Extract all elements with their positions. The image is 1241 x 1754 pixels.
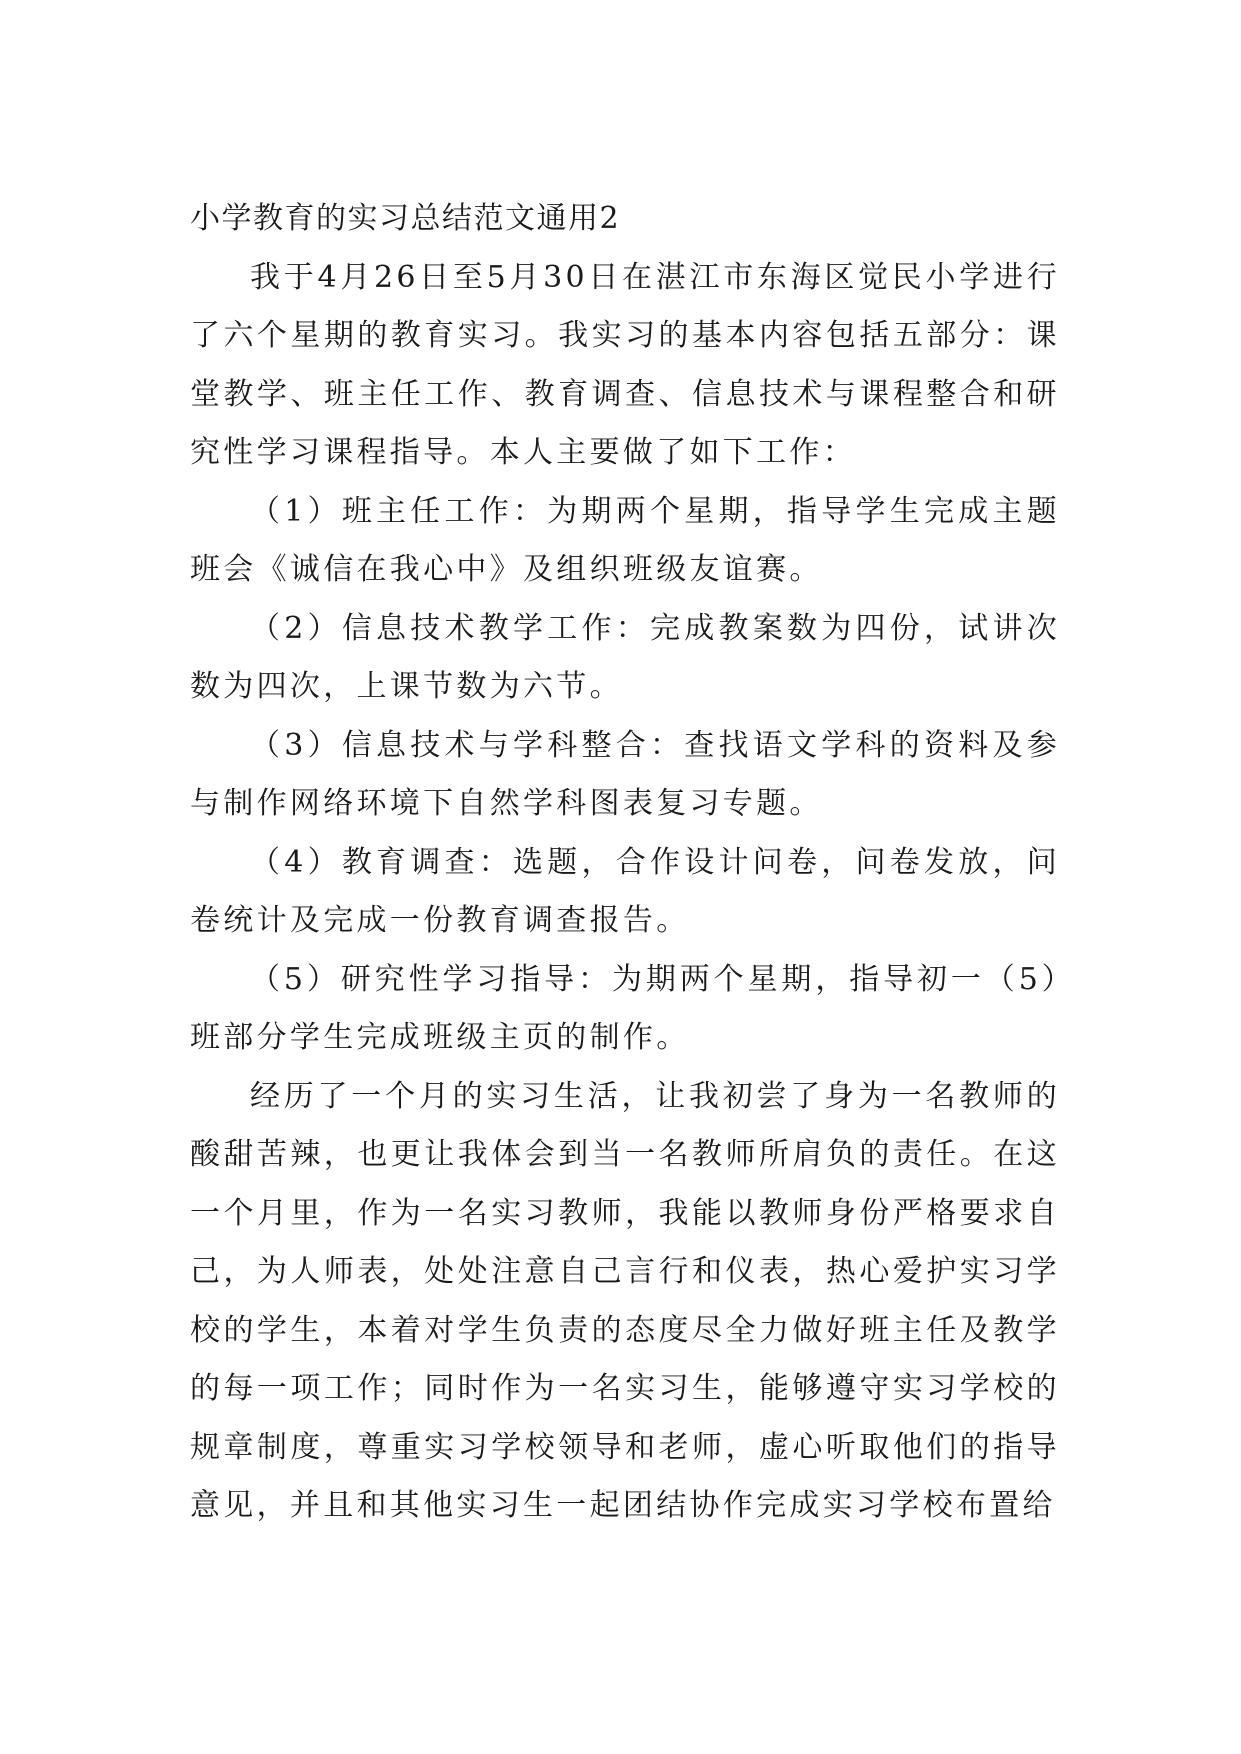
paragraph-item-1: （1）班主任工作：为期两个星期，指导学生完成主题班会《诚信在我心中》及组织班级友谊赛。 bbox=[190, 493, 1060, 587]
paragraph-item-5: （5）研究性学习指导：为期两个星期，指导初一（5）班部分学生完成班级主页的制作。 bbox=[190, 961, 1060, 1055]
document-title: 小学教育的实习总结范文通用2 bbox=[190, 201, 621, 236]
paragraph-intro: 我于4月26日至5月30日在湛江市东海区觉民小学进行了六个星期的教育实习。我实习的基本内容包括五部分：课堂教学、班主任工作、教育调查、信息技术与课程整合和研究性学习课程指导。本人主要做了如下工作： bbox=[190, 259, 1060, 470]
document-body bbox=[190, 190, 1060, 1536]
paragraph-item-4: （4）教育调查：选题，合作设计问卷，问卷发放，问卷统计及完成一份教育调查报告。 bbox=[190, 844, 1060, 938]
paragraph-item-2: （2）信息技术教学工作：完成教案数为四份，试讲次数为四次，上课节数为六节。 bbox=[190, 610, 1060, 704]
paragraph-item-3: （3）信息技术与学科整合：查找语文学科的资料及参与制作网络环境下自然学科图表复习专题。 bbox=[190, 727, 1060, 821]
paragraph-reflection: 经历了一个月的实习生活，让我初尝了身为一名教师的酸甜苦辣，也更让我体会到当一名教师所肩负的责任。在这一个月里，作为一名实习教师，我能以教师身份严格要求自己，为人师表，处处注意自己言行和仪表，热心爱护实习学校的学生，本着对学生负责的态度尽全力做好班主任及教学的每一项工作；同时作为一名实习生，能够遵守实习学校的规章制度，尊重实习学校领导和老师，虚心听取他们的指导意见，并且和其他实习生一起团结协作完成实习学校布置给 bbox=[190, 1078, 1060, 1523]
